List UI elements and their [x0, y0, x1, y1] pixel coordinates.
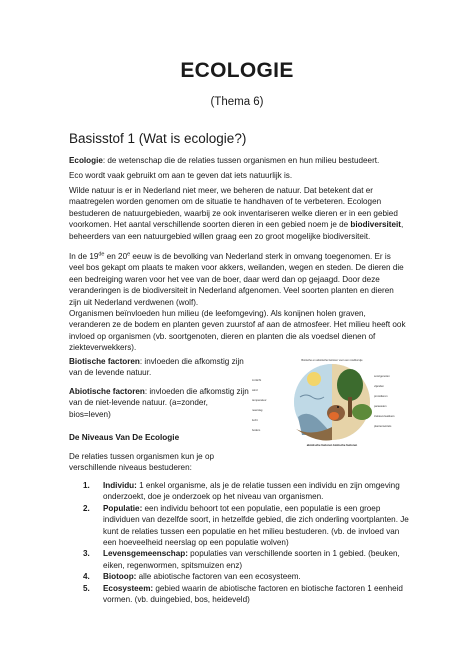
- level-term: Populatie:: [103, 503, 143, 513]
- paragraph-niveaus-intro: De relaties tussen organismen kun je op verschillende niveaus bestuderen:: [69, 452, 214, 473]
- tree-trunk: [348, 397, 352, 417]
- label-left: lucht: [252, 419, 258, 422]
- figure-caption-top: Biotische en abiotische factoren voor een roodborstje: [301, 359, 363, 362]
- label-left: bodem: [252, 429, 261, 432]
- level-text: populaties van verschillende soorten in 1 gebied. (beuken, eiken, regenwormen, spitsmuizen enz): [103, 549, 400, 570]
- paragraph-wilde-natuur: [69, 185, 407, 242]
- list-number: 3.: [83, 549, 90, 559]
- document-title: ECOLOGIE: [180, 59, 294, 82]
- label-right: prooidieren: [374, 395, 388, 398]
- definition-text: : de wetenschap die de relaties tussen organismen en hun milieu bestudeert.: [102, 156, 380, 165]
- levels-list: [69, 480, 409, 605]
- level-text: gebied waarin de abiotische factoren en biotische factoren 1 eenheid vormen. (vb. duingebied, bos, heideveld): [103, 583, 403, 605]
- robin-eye: [337, 406, 339, 408]
- paragraph-text: , beheerders van een natuurgebied willen graag een zo groot mogelijke biodiversiteit.: [69, 220, 404, 241]
- label-right: parasieten: [374, 405, 387, 408]
- sun-icon: [307, 372, 321, 386]
- definition-text: : invloeden die afkomstig zijn van de levende natuur.: [69, 357, 244, 378]
- definition-text: : invloeden die afkomstig zijn van de niet-levende natuur. (a=zonder, bios=leven): [69, 387, 249, 419]
- level-term: Biotoop:: [103, 572, 137, 582]
- label-left: zonlicht: [252, 379, 262, 382]
- list-item: [69, 583, 409, 606]
- label-right: vijanden: [374, 385, 385, 388]
- list-number: 4.: [83, 572, 90, 582]
- superscript: de: [98, 251, 105, 258]
- tree-icon: [337, 369, 363, 401]
- level-text: 1 enkel organisme, als je de relatie tussen een individu en zijn omgeving onderzoekt, doe je onderzoek op het niveau van organismen.: [103, 481, 400, 502]
- bush-icon: [352, 404, 372, 420]
- level-term: Individu:: [103, 481, 137, 490]
- section-heading-basisstof: Basisstof 1 (Wat is ecologie?): [69, 131, 247, 146]
- paragraph-text: In de 19: [69, 252, 99, 261]
- list-item: [69, 571, 409, 582]
- list-item: [69, 480, 409, 503]
- figure-caption-bottom: abiotische factoren biotische factoren: [306, 443, 358, 447]
- label-left: temperatuur: [252, 399, 267, 402]
- label-left: neerslag: [252, 409, 263, 412]
- term-biotische-factoren: Biotische factoren: [69, 357, 140, 366]
- label-left: wind: [252, 389, 258, 392]
- paragraph-organismen: Organismen beïnvloeden hun milieu (de leefomgeving). Als konijnen holen graven, veranderen ze de bodem en planten geven zuurstof af aan de atmosfeer. Het milieu heeft ook invloed op organismen (vb. soortgenoten, dieren en planten die als voedsel dienen of ziekteverwekkers).: [69, 309, 406, 353]
- list-number: 5.: [83, 583, 90, 593]
- paragraph-text: Wilde natuur is er in Nederland niet meer, we beheren de natuur. Dat betekent dat er maatregelen worden genomen om de situatie te handhaven of te verbeteren. Ecologen bestuderen de natuurgebieden, waarbij ze ook inventariseren welke dieren er in een gebied voorkomen. Het aantal verschillende soorten dieren in een gebied noem je de: [69, 186, 398, 230]
- paragraph-abiotische-factoren: [69, 386, 249, 420]
- paragraph-eco: Eco wordt vaak gebruikt om aan te geven dat iets natuurlijk is.: [69, 171, 293, 180]
- label-right: soortgenoten: [374, 375, 390, 378]
- section-heading-niveaus: De Niveaus Van De Ecologie: [69, 433, 180, 442]
- list-number: 2.: [83, 503, 90, 513]
- label-right: plantenwortels: [374, 425, 392, 428]
- term-ecologie: Ecologie: [69, 156, 103, 165]
- label-right: ziekteverwekkers: [374, 415, 395, 418]
- level-text: een individu behoort tot een populatie, een populatie is een groep individuen van dezelfde soort, in hetzelfde gebied, die zich onderling voortplanten. Je kunt de relaties tussen een populatie en het milieu bestuderen. (vb. de invloed van een hoeveelheid neerslag op een populatie wolven): [103, 503, 409, 548]
- factors-illustration: [250, 357, 415, 447]
- document-subtitle: (Thema 6): [210, 96, 264, 108]
- superscript: e: [127, 251, 131, 258]
- level-term: Ecosysteem:: [103, 583, 154, 593]
- paragraph-bevolking: [69, 251, 407, 308]
- level-term: Levensgemeenschap:: [103, 549, 188, 559]
- list-number: 1.: [83, 481, 90, 490]
- term-abiotische-factoren: Abiotische factoren: [69, 387, 145, 396]
- paragraph-ecologie-definition: [69, 155, 407, 166]
- term-biodiversiteit: biodiversiteit: [350, 220, 401, 230]
- robin-breast: [329, 412, 339, 420]
- paragraph-biotische-factoren: [69, 356, 249, 379]
- paragraph-text: eeuw is de bevolking van Nederland sterk in omvang toegenomen. Er is veel bos gekapt om plaats te maken voor akkers, weilanden, wegen en steden. De dieren die een bedreiging waren voor het vee van de boer, daar werd dan op gejaagd. Door deze veranderingen is de biodiversiteit in Nederland afgenomen. Veel soorten planten en dieren zijn uit Nederland verdwenen (wolf).: [69, 252, 404, 307]
- level-text: alle abiotische factoren van een ecosysteem.: [136, 572, 301, 582]
- list-item: [69, 548, 409, 571]
- paragraph-text: en 20: [104, 252, 128, 261]
- list-item: [69, 503, 409, 549]
